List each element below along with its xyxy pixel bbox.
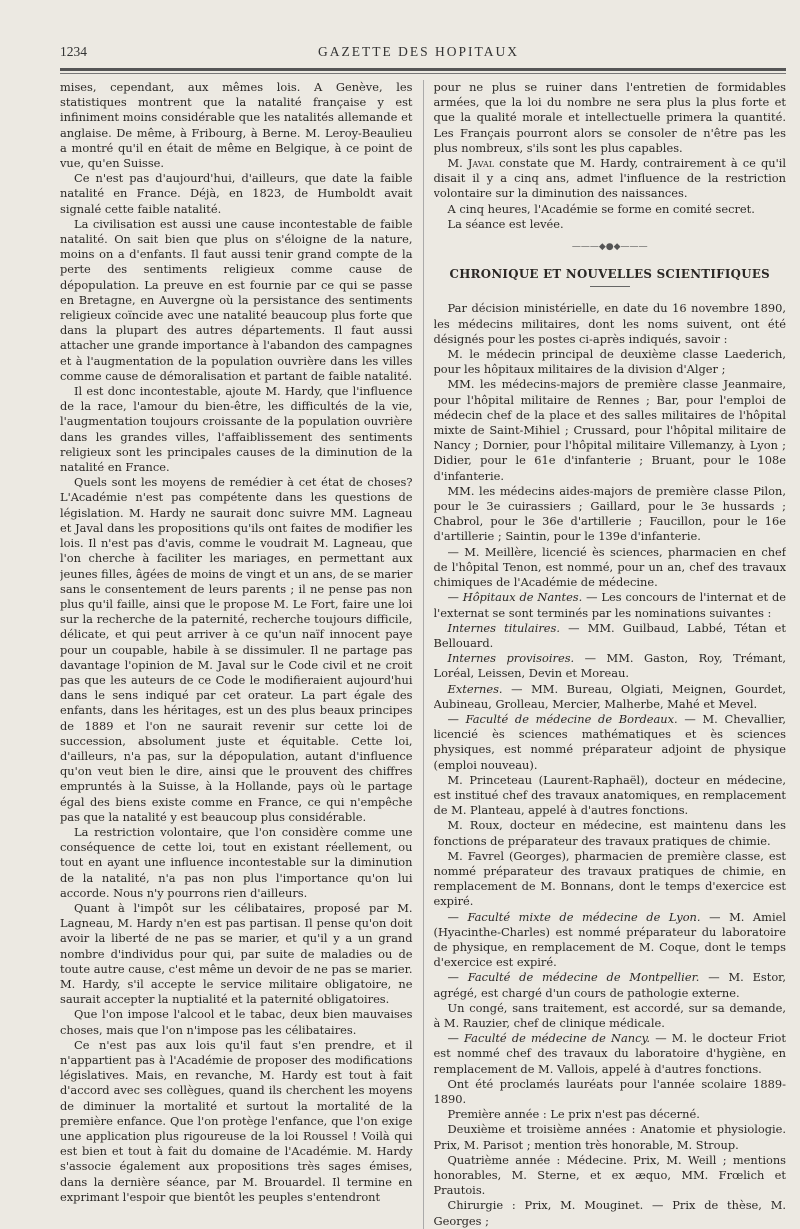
section-title: CHRONIQUE ET NOUVELLES SCIENTIFIQUES: [449, 267, 770, 282]
news-item-heading: Externes.: [447, 681, 503, 696]
news-item-text: — M. Estor, agrégé, est chargé d'un cours de pathologie externe.: [433, 970, 786, 1000]
paragraph: Ce n'est pas d'aujourd'hui, d'ailleurs, que date la faible natalité en France. Déjà, en 1823, de Humboldt avait signalé cette faible natalité.: [60, 171, 413, 216]
news-item: [434, 1031, 787, 1077]
news-item: [434, 910, 787, 971]
news-item-text: MM. les médecins-majors de première classe Jeanmaire, pour l'hôpital militaire de Rennes ; Bar, pour l'emploi de médecin chef de la place et des salles militaires de l'hôpital mixte de Saint-Mihiel ; Crussard, pour l'hôpital militaire de Nancy ; Dornier, pour l'hôpital militaire Villemanzy, à Lyon ; Didier, pour le 61e d'infanterie ; Bruant, pour le 108e d'infanterie.: [433, 377, 786, 483]
news-item: [434, 1077, 787, 1107]
news-item-heading: Internes provisoires.: [447, 651, 575, 666]
news-item-text: — MM. Gaston, Roy, Trémant, Loréal, Leissen, Devin et Moreau.: [433, 651, 786, 681]
news-item-text: — M. le docteur Friot est nommé chef des travaux du laboratoire d'hygiène, en remplacement de M. Vallois, appelé à d'autres fonctions.: [433, 1031, 786, 1076]
news-item: [434, 849, 787, 910]
news-item-text: M. Princeteau (Laurent-Raphaël), docteur en médecine, est institué chef des travaux anatomiques, en remplacement de M. Planteau, appelé à d'autres fonctions.: [433, 772, 786, 818]
news-item: [434, 377, 787, 483]
news-item: [434, 621, 787, 651]
news-item-text: M. Favrel (Georges), pharmacien de première classe, est nommé préparateur des travaux pratiques de chimie, en remplacement de M. Bonnans, dont le temps d'exercice est expiré.: [433, 848, 786, 909]
news-item: [434, 545, 787, 591]
news-item-text: M. Roux, docteur en médecine, est maintenu dans les fonctions de préparateur des travaux pratiques de chimie.: [433, 818, 786, 848]
paragraph: La séance est levée.: [447, 216, 564, 231]
news-item: [434, 712, 787, 773]
column-separator: [423, 80, 424, 1229]
left-column: [60, 80, 413, 1229]
news-item: [434, 347, 787, 377]
news-item-text: MM. les médecins aides-majors de première classe Pilon, pour le 3e cuirassiers ; Gaillard, pour le 3e hussards ; Chabrol, pour le 36e d'artillerie ; Faucillon, pour le 16e d'artillerie ; Saintin, pour le 139e d'infanterie.: [433, 483, 786, 544]
javal-text: constate que M. Hardy, contrairement à ce qu'il disait il y a cinq ans, admet l'influence de la restriction volontaire sur la diminution des naissances.: [433, 156, 786, 201]
paragraph: mises, cependant, aux mêmes lois. A Genève, les statistiques montrent que la natalité française y est infiniment moins considérable que les natalités allemande et anglaise. De même, à Fribourg, à Berne. M. Leroy-Beaulieu a montré qu'il en était de même en Belgique, à ce point de vue, qu'en Suisse.: [60, 80, 413, 171]
section-ornament: ———◆●◆———: [571, 242, 648, 253]
javal-paragraph: [434, 156, 787, 202]
chronique-list: [434, 301, 787, 1228]
news-item: [434, 1153, 787, 1199]
news-item: [434, 301, 787, 347]
paragraph: La civilisation est aussi une cause incontestable de faible natalité. On sait bien que plus on s'éloigne de la nature, moins on a d'enfants. Il faut aussi tenir grand compte de la perte des sentiments religieux comme cause de dépopulation. La preuve en est fournie par ce qui se passe en Bretagne, en Auvergne où la persistance des sentiments religieux coïncide avec une natalité beaucoup plus forte que dans la plupart des autres départements. Il faut aussi attacher une grande importance à l'abandon des campagnes et à l'augmentation de la population ouvrière dans les villes comme cause de démoralisation et partant de faible natalité.: [60, 216, 413, 383]
paragraph: pour ne plus se ruiner dans l'entretien de formidables armées, que la loi du nombre ne sera plus la plus forte et que la qualité morale et intellectuelle primera la quantité. Les Français pourront alors se consoler de n'être pas les plus nombreux, s'ils sont les plus capables.: [433, 80, 786, 155]
session-closing: [434, 202, 787, 232]
news-item-heading: — Faculté de médecine de Nancy.: [447, 1031, 651, 1046]
news-item-text: M. le médecin principal de deuxième classe Laederich, pour les hôpitaux militaires de la division d'Alger ;: [433, 347, 786, 377]
news-item-text: Un congé, sans traitement, est accordé, sur sa demande, à M. Rauzier, chef de clinique médicale.: [433, 1000, 786, 1030]
news-item-text: — M. Meillère, licencié ès sciences, pharmacien en chef de l'hôpital Tenon, est nommé, pour un an, chef des travaux chimiques de l'Académie de médecine.: [433, 544, 786, 590]
news-item-text: Première année : Le prix n'est pas décerné.: [447, 1107, 700, 1122]
news-item-text: — MM. Bureau, Olgiati, Meignen, Gourdet, Aubineau, Grolleau, Mercier, Malherbe, Mahé et Mevel.: [433, 681, 786, 711]
news-item: [434, 1107, 787, 1122]
news-item-text: — MM. Guilbaud, Labbé, Tétan et Bellouard.: [433, 620, 786, 650]
news-item-text: Chirurgie : Prix, M. Mouginet. — Prix de thèse, M. Georges ;: [433, 1198, 786, 1228]
javal-name: M. Javal: [447, 156, 495, 171]
right-column-continuation: [434, 80, 787, 156]
section-title-rule: [590, 286, 630, 287]
paragraph: Quels sont les moyens de remédier à cet état de choses? L'Académie n'est pas compétente dans les questions de législation. M. Hardy ne saurait donc suivre MM. Lagneau et Javal dans les propositions qu'ils ont faites de modifier les lois. Il n'est pas d'avis, comme le voudrait M. Lagneau, que l'on cherche à faciliter les mariages, en permettant aux jeunes filles, âgées de moins de vingt et un ans, de se marier sans le consentement de leurs parents ; il ne pense pas non plus qu'il faille, ainsi que le propose M. Le Fort, faire une loi sur la recherche de la paternité, recherche toujours difficile, délicate, et qui peut arriver à ce qu'un naïf innocent paye pour un coupable, habile à se dissimuler. Il ne partage pas davantage l'opinion de M. Javal sur le Code civil et ne croit pas que les auteurs de ce Code le modifieraient aujourd'hui dans le sens indiqué par cet orateur. La part égale des enfants, dans les héritages, est un des plus beaux principes de 1889 et l'on ne saurait revenir sur cette loi de succession, absolument juste et équitable. Cette loi, d'ailleurs, n'a pas, sur la dépopulation, autant d'influence qu'on veut bien le dire, ainsi que le prouvent des chiffres empruntés à la Suisse, à la Hollande, pays où le partage égal des biens existe comme en France, ce qui n'empêche pas que la natalité y est beaucoup plus considérable.: [60, 475, 413, 824]
news-item-heading: Internes titulaires.: [447, 620, 561, 635]
paragraph: A cinq heures, l'Académie se forme en comité secret.: [447, 201, 755, 216]
running-header: [36, 44, 786, 64]
news-item: [434, 590, 787, 620]
journal-title: GAZETTE DES HOPITAUX: [318, 44, 519, 59]
news-item: [434, 1198, 787, 1228]
news-item-heading: — Faculté mixte de médecine de Lyon.: [447, 909, 701, 924]
news-item-text: Deuxième et troisième années : Anatomie et physiologie. Prix, M. Parisot ; mention très honorable, M. Stroup.: [433, 1122, 786, 1152]
news-item-heading: — Faculté de médecine de Montpellier.: [447, 970, 700, 985]
paragraph: Que l'on impose l'alcool et le tabac, deux bien mauvaises choses, mais que l'on n'impose pas les célibataires.: [60, 1007, 413, 1037]
header-rule: [60, 68, 786, 71]
news-item: [434, 1122, 787, 1152]
news-item-text: Quatrième année : Médecine. Prix, M. Weill ; mentions honorables, M. Sterne, et ex æquo, MM. Frœlich et Prautois.: [433, 1152, 786, 1198]
news-item: [434, 484, 787, 545]
news-item: [434, 970, 787, 1000]
news-item: [434, 682, 787, 712]
news-item: [434, 818, 787, 848]
page-number: 1234: [60, 44, 87, 59]
two-column-body: [60, 80, 786, 1229]
paragraph: Il est donc incontestable, ajoute M. Hardy, que l'influence de la race, l'amour du bien-être, les difficultés de la vie, l'augmentation toujours croissante de la population ouvrière dans les grandes villes, l'affaiblissement des sentiments religieux sont les principales causes de la diminution de la natalité en France.: [60, 384, 413, 475]
news-item: [434, 651, 787, 681]
news-item-text: — M. Amiel (Hyacinthe-Charles) est nommé préparateur du laboratoire de physique, en remplacement de M. Coque, dont le temps d'exercice est expiré.: [433, 909, 786, 970]
news-item-heading: — Hôpitaux de Nantes.: [447, 590, 583, 605]
paragraph: Quant à l'impôt sur les célibataires, proposé par M. Lagneau, M. Hardy n'en est pas partisan. Il pense qu'on doit avoir la liberté de ne pas se marier, et qu'il y a un grand nombre d'individus pour qui, par suite de maladies ou de toute autre cause, c'est même un devoir de ne pas se marier. M. Hardy, s'il accepte le service militaire obligatoire, ne saurait accepter la nuptialité et la paternité obligatoires.: [60, 900, 413, 1007]
right-column: [434, 80, 787, 1229]
news-item-text: — M. Chevallier, licencié ès sciences mathématiques et ès sciences physiques, est nommé préparateur adjoint de physique (emploi nouveau).: [433, 711, 786, 772]
news-item: [434, 773, 787, 819]
news-item-text: — Les concours de l'internat et de l'externat se sont terminés par les nominations suivantes :: [433, 590, 786, 620]
header-rule-thin: [60, 73, 786, 74]
paragraph: Ce n'est pas aux lois qu'il faut s'en prendre, et il n'appartient pas à l'Académie de proposer des modifications législatives. Mais, en revanche, M. Hardy est tout à fait d'accord avec ses collègues, quand ils cherchent les moyens de diminuer la mortalité et surtout la mortalité de la première enfance. Que l'on protège l'enfance, que l'on exige une application plus rigoureuse de la loi Roussel ! Voilà qui est bien et tout à fait du domaine de l'Académie. M. Hardy s'associe également aux propositions très sages émises, dans la dernière séance, par M. Brouardel. Il termine en exprimant l'espoir que bientôt les peuples s'entendront: [60, 1037, 413, 1204]
paragraph: La restriction volontaire, que l'on considère comme une conséquence de cette loi, tout en existant réellement, ou tout en ayant une influence incontestable sur la diminution de la natalité, n'a pas non plus l'importance qu'on lui accorde. Nous n'y pourrons rien d'ailleurs.: [60, 824, 413, 900]
news-item-heading: — Faculté de médecine de Bordeaux.: [447, 711, 678, 726]
news-item-text: Par décision ministérielle, en date du 16 novembre 1890, les médecins militaires, dont les noms suivent, ont été désignés pour les postes ci-après indiqués, savoir :: [433, 301, 786, 346]
news-item-text: Ont été proclamés lauréats pour l'année scolaire 1889-1890.: [433, 1076, 786, 1106]
news-item: [434, 1001, 787, 1031]
